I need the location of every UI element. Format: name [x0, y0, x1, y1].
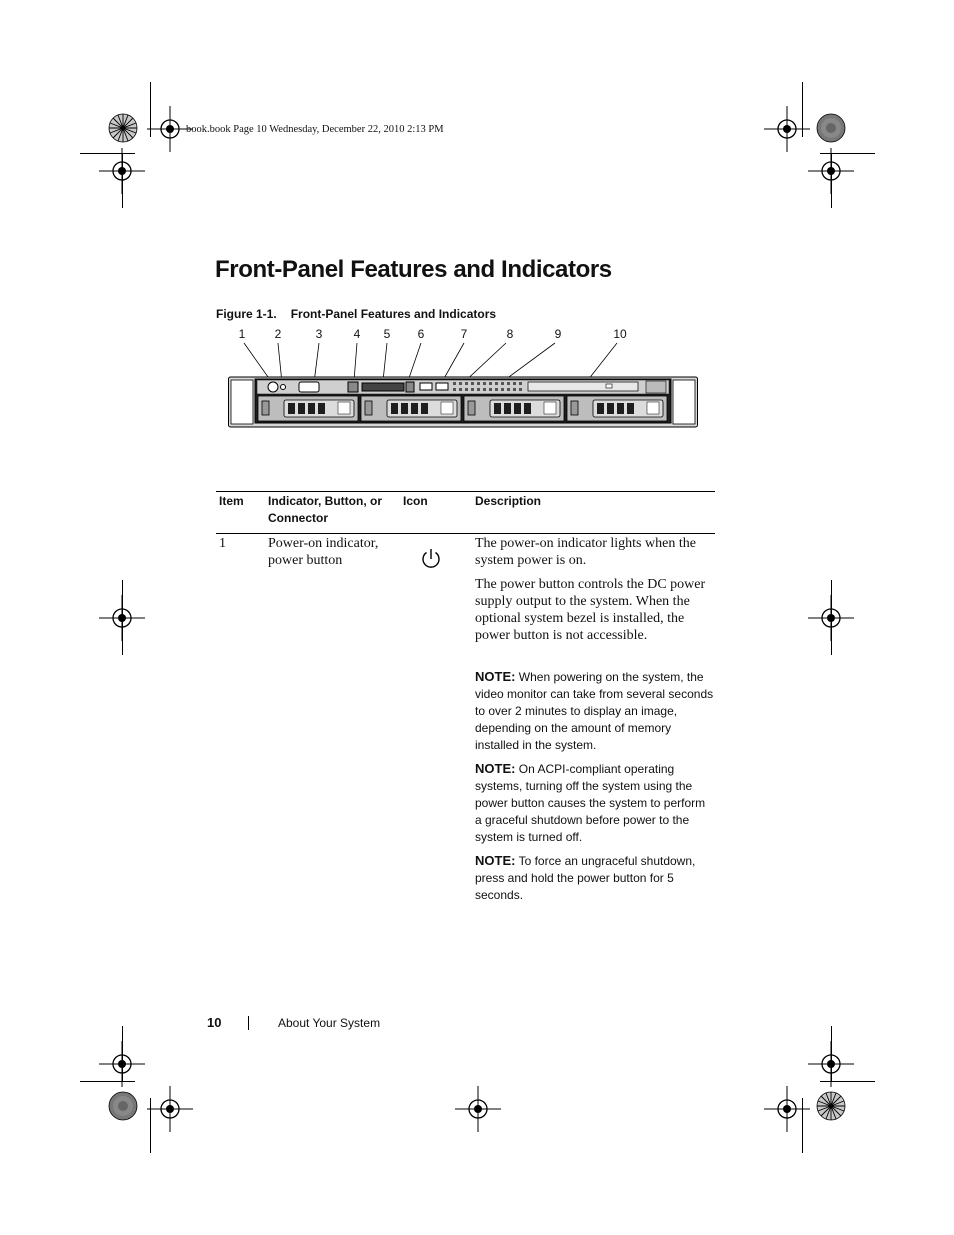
- header-indicator: Indicator, Button, or Connector: [268, 494, 382, 525]
- header-info: book.book Page 10 Wednesday, December 22, 2010 2:13 PM: [186, 124, 444, 135]
- note-text: To force an ungraceful shutdown, press and hold the power button for 5 seconds.: [475, 854, 696, 902]
- note-label: NOTE:: [475, 761, 516, 776]
- registration-target-icon: [97, 593, 147, 643]
- callout-number: 3: [315, 327, 323, 341]
- callout-number: 6: [417, 327, 425, 341]
- callout-number: 10: [613, 327, 627, 341]
- description-power-indicator: The power-on indicator lights when the system power is on.: [475, 536, 696, 568]
- callout-number: 7: [460, 327, 468, 341]
- callout-number: 5: [383, 327, 391, 341]
- figure-label: Figure 1-1.: [216, 307, 277, 321]
- registration-target-icon: [762, 1084, 812, 1134]
- callout-number: 1: [238, 327, 246, 341]
- header-description: Description: [475, 494, 542, 508]
- callout-number: 9: [554, 327, 562, 341]
- callout-number: 8: [506, 327, 514, 341]
- header-item: Item: [219, 494, 244, 508]
- row-item-name: Power-on indicator, power button: [268, 536, 379, 568]
- registration-target-icon: [453, 1084, 503, 1134]
- callout-number: 2: [274, 327, 282, 341]
- registration-target-icon: [97, 1039, 147, 1089]
- power-icon: [420, 547, 442, 571]
- note-text: When powering on the system, the video monitor can take from several seconds to over 2 minutes to display an image, depending on the amount of memory installed in the system.: [475, 670, 714, 752]
- header-icon: Icon: [403, 494, 428, 508]
- registration-target-icon: [806, 593, 856, 643]
- note-ungraceful-shutdown: [475, 852, 715, 904]
- registration-target-icon: [806, 1039, 856, 1089]
- figure-title: Front-Panel Features and Indicators: [290, 307, 497, 321]
- starburst-mark-icon: [814, 1089, 848, 1123]
- callout-number: 4: [353, 327, 361, 341]
- note-video-monitor: [475, 668, 715, 754]
- server-front-panel-diagram: [228, 372, 698, 428]
- note-text: On ACPI-compliant operating systems, turning off the system using the power button causes the system to perform a graceful shutdown before power to the system is turned off.: [475, 762, 706, 844]
- footer-section-title: About Your System: [278, 1016, 381, 1030]
- row-item-number: 1: [219, 536, 226, 551]
- note-label: NOTE:: [475, 853, 516, 868]
- gray-dot-mark-icon: [106, 1089, 140, 1123]
- note-label: NOTE:: [475, 669, 516, 684]
- note-graceful-shutdown: [475, 760, 715, 846]
- page-number: 10: [207, 1015, 222, 1030]
- page-title: Front-Panel Features and Indicators: [215, 256, 612, 283]
- description-power-button: The power button controls the DC power supply output to the system. When the optional system bezel is installed, the power button is not accessible.: [475, 577, 706, 643]
- registration-target-icon: [145, 1084, 195, 1134]
- footer-separator: [248, 1016, 249, 1030]
